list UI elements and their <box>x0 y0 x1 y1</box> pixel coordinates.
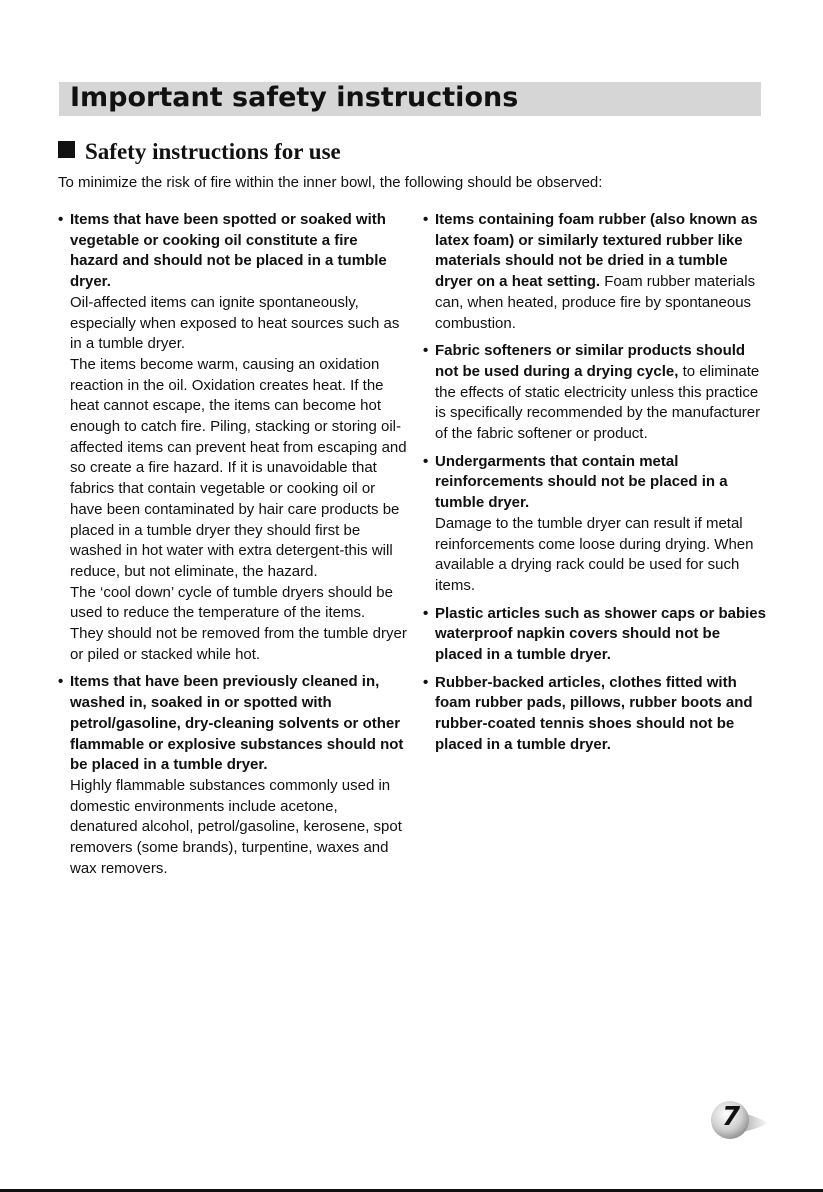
section-heading <box>58 138 341 166</box>
left-column <box>58 210 408 887</box>
bullet-icon: • <box>423 211 429 228</box>
list-item <box>423 210 768 334</box>
item-paragraph: The ‘cool down’ cycle of tumble dryers should be used to reduce the temperature of the items. <box>70 583 393 622</box>
right-column <box>423 210 768 763</box>
item-heading: Items containing foam rubber (also known as latex foam) or similarly textured rubber like materials should not be dried in a tumble dryer on a heat setting. <box>435 211 758 291</box>
list-item <box>423 341 768 445</box>
item-heading: Rubber-backed articles, clothes fitted with foam rubber pads, pillows, rubber boots and rubber-coated tennis shoes should not be placed in a tumble dryer. <box>435 673 753 753</box>
intro-text: To minimize the risk of fire within the inner bowl, the following should be observed: <box>58 174 603 191</box>
list-item <box>58 672 408 879</box>
item-heading: Plastic articles such as shower caps or babies waterproof napkin covers should not be placed in a tumble dryer. <box>435 604 766 664</box>
item-heading: Undergarments that contain metal reinforcements should not be placed in a tumble dryer. <box>435 452 728 512</box>
item-text: Foam rubber materials can, when heated, produce fire by spontaneous combustion. <box>435 273 756 332</box>
item-paragraph: Oil-affected items can ignite spontaneously, especially when exposed to heat sources such as in a tumble dryer. <box>70 293 400 353</box>
square-bullet-icon <box>58 141 75 158</box>
item-heading: Items that have been previously cleaned in, washed in, soaked in or spotted with petrol/gasoline, dry-cleaning solvents or other flammable or explosive substances should not be placed in a tumble dryer. <box>70 673 404 774</box>
item-paragraph: The items become warm, causing an oxidation reaction in the oil. Oxidation creates heat. If the heat cannot escape, the items can become hot enough to catch fire. Piling, stacking or storing oil-affected items can prevent heat from escaping and so create a fire hazard. If it is unavoidable that fabrics that contain vegetable or cooking oil or have been contaminated by hair care products be placed in a tumble dryer they should first be washed in hot water with extra detergent-this will reduce, but not eliminate, the hazard. <box>70 355 407 580</box>
list-item <box>423 673 768 756</box>
bullet-icon: • <box>423 452 429 470</box>
page-title: Important safety instructions <box>70 82 519 113</box>
bullet-icon: • <box>58 673 64 691</box>
bullet-icon: • <box>423 342 429 360</box>
item-text: to eliminate the effects of static electricity unless this practice is specifically recommended by the manufacturer of the fabric softener or product. <box>435 362 761 443</box>
item-heading: Items that have been spotted or soaked with vegetable or cooking oil constitute a fire hazard and should not be placed in a tumble dryer. <box>70 211 387 291</box>
list-item <box>58 210 408 665</box>
section-title: Safety instructions for use <box>85 139 341 164</box>
item-heading: Fabric softeners or similar products should not be used during a drying cycle, <box>435 342 746 380</box>
item-paragraph: Damage to the tumble dryer can result if metal reinforcements come loose during drying. When available a drying rack could be used for such items. <box>435 514 754 594</box>
list-item <box>423 604 768 666</box>
page-number: 7 <box>721 1102 741 1132</box>
bullet-icon: • <box>423 673 429 691</box>
item-paragraph: Highly flammable substances commonly used in domestic environments include acetone, denatured alcohol, petrol/gasoline, kerosene, spot removers (some brands), turpentine, waxes and wax removers. <box>70 776 402 877</box>
list-item <box>423 452 768 597</box>
item-paragraph: They should not be removed from the tumble dryer or piled or stacked while hot. <box>70 625 407 663</box>
bullet-icon: • <box>423 604 429 622</box>
bullet-icon: • <box>58 211 64 228</box>
